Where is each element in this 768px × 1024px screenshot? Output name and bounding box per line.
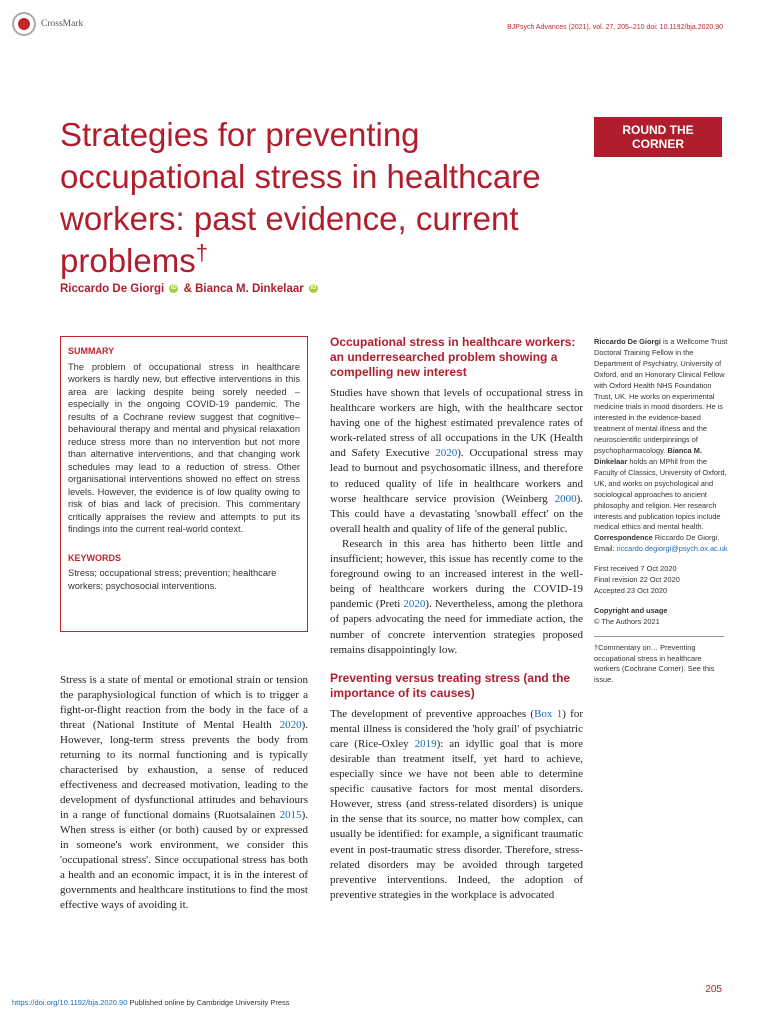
intro-paragraph — [60, 673, 308, 913]
author-line — [60, 283, 320, 295]
summary-text: The problem of occupational stress in healthcare workers is hardly new, but effective interventions in this area are lacking despite being sorely needed – especially in the ongoing COVID-19 pandemic. The results of a Cochrane review suggest that cognitive–behavioural therapy and mental and physical relaxation reduce stress more than no intervention but not more than alternative interventions, and that changing work schedules may lead to a reduction of stress. Other organisational interventions showed no effect on stress levels. However, the evidence is of low quality owing to risk of bias and lack of precision. This commentary critically appraises the review and attempts to put its findings into the current real-world context. — [68, 361, 300, 534]
orcid-icon[interactable]: iD — [170, 285, 177, 292]
author-separator: & — [183, 283, 196, 295]
body-text: ). However, long-term stress prevents the body from returning to its normal functioning and is typically characterised by exhaustion, a sense of reduced effectiveness and decreased motivation, leading to the development of dysfunctional attitudes and behaviours in a range of functional domains (Ruotsalainen — [60, 719, 308, 821]
intro-column — [60, 673, 308, 913]
summary-box — [60, 336, 308, 632]
received-date: First received 7 Oct 2020 — [594, 564, 677, 574]
correspondence — [594, 533, 729, 555]
body-text: ) for mental illness is considered the 'holy grail' of psychiatric care (Rice-Oxley — [330, 707, 583, 750]
citation-link[interactable]: 2019 — [414, 737, 437, 750]
copyright-text: © The Authors 2021 — [594, 616, 660, 626]
author-name-2[interactable]: Bianca M. Dinkelaar — [195, 283, 304, 295]
journal-reference: BJPsych Advances (2021), vol. 27, 205–210 doi: 10.1192/bja.2020.90 — [507, 24, 723, 31]
paragraph-3 — [330, 707, 583, 903]
body-text: ): an idyllic goal that is more desirable than treatment itself, yet hard to achieve, especially since we have not been able to determine specific causative factors for most mental disorders. However, stress (and stress-related disorders) is unique in the sense that its source, no matter how complex, can usually be identified: for example, a significant traumatic event in post-traumatic stress disorder. Therefore, stress-related disorders may be avoided through targeted preventive interventions. Indeed, the adoption of preventive strategies in the workplace is advocated — [330, 737, 583, 901]
published-text: Published online by Cambridge University Press — [127, 998, 290, 1007]
body-text: Studies have shown that levels of occupational stress in healthcare workers are high, with the healthcare sector having one of the highest estimated prevalence rates of work-related stress of all occupations in the UK (Health and Safety Executive — [330, 387, 583, 460]
author-bio — [594, 337, 729, 533]
section-badge-line2: CORNER — [631, 137, 684, 151]
crossmark-label: CrossMark — [41, 19, 84, 29]
citation-link[interactable]: 2020 — [279, 719, 302, 731]
section-badge-line1: ROUND THE — [622, 123, 694, 137]
body-text: ). This could have a devastating 'snowball effect' on the overall health and quality of life of the general public. — [330, 492, 583, 535]
author-name-1[interactable]: Riccardo De Giorgi — [60, 283, 165, 295]
bio-text-2: holds an MPhil from the Faculty of Classics, University of Oxford, UK, and works on psychological and sociological approaches to ancient philosophy and religion. Her research interests and publication topics include medical ethics and mental health. — [594, 456, 727, 532]
email-link[interactable]: riccardo.degiorgi@psych.ox.ac.uk — [616, 544, 728, 554]
section-heading-2: Preventing versus treating stress (and the importance of its causes) — [330, 670, 571, 700]
accepted-date: Accepted 23 Oct 2020 — [594, 585, 668, 595]
crossmark-badge[interactable] — [12, 12, 83, 36]
section-badge — [594, 117, 722, 157]
body-text: The development of preventive approaches ( — [330, 707, 535, 720]
orcid-icon[interactable]: iD — [310, 285, 317, 292]
paragraph-2 — [330, 537, 583, 658]
footnote-divider — [594, 636, 724, 637]
correspondence-label: Correspondence — [594, 533, 653, 543]
article-title-text: Strategies for preventing occupational stress in healthcare workers: past evidence, current problems — [60, 116, 541, 279]
bio-text-1: is a Wellcome Trust Doctoral Training Fellow in the Department of Psychiatry, University of Oxford, and an Honorary Clinical Fellow with Oxford Health NHS Foundation Trust, UK. He works on experimental medicine trials in mood disorders. He is interested in the evidence-based treatment of mental illness and the neuroscientific underpinnings of psychopharmacology. — [594, 337, 728, 456]
citation-link[interactable]: 2020 — [403, 598, 426, 611]
body-text: ). Occupational stress may lead to burnout and psychosomatic illness, and therefore to reduced quality of life in healthcare workers and worse healthcare service provision (Weinberg — [330, 447, 583, 505]
keywords-heading: KEYWORDS — [68, 552, 122, 563]
article-title — [60, 114, 560, 282]
copyright-label: Copyright and usage — [594, 605, 668, 615]
crossmark-icon — [12, 12, 36, 36]
citation-link[interactable]: 2020 — [435, 447, 458, 460]
keywords-text: Stress; occupational stress; prevention; healthcare workers; psychosocial interventions. — [68, 568, 277, 591]
paragraph-1 — [330, 386, 583, 537]
citation-link[interactable]: 2000 — [554, 492, 577, 505]
footer-publication — [12, 998, 290, 1007]
box-link[interactable]: Box 1 — [534, 707, 563, 720]
page-number: 205 — [705, 984, 722, 995]
body-text: Research in this area has hitherto been little and insufficient; however, this issue has recently come to the foreground owing to an increased interest in the well-being of healthcare workers during the COVID-19 pandemic (Preti — [330, 537, 583, 611]
doi-link[interactable]: https://doi.org/10.1192/bja.2020.90 — [12, 998, 128, 1007]
title-footnote: †Commentary on… Preventing occupational stress in healthcare workers (Cochrane Corner). See this issue. — [594, 642, 715, 685]
summary-heading: SUMMARY — [68, 346, 115, 356]
body-text: ). When stress is either (or both) caused by or expressed in someone's work environment, we consider this 'occupational stress'. Since occupational stress has both a health and an economic impact, it is in the interest of governments and healthcare institutions to find the most effective ways of avoiding it. — [60, 809, 308, 911]
citation-link[interactable]: 2015 — [279, 809, 302, 821]
bio-name-2: Bianca M. Dinkelaar — [594, 446, 702, 466]
revised-date: Final revision 22 Oct 2020 — [594, 575, 680, 585]
main-column — [330, 335, 583, 903]
correspondence-text: Riccardo De Giorgi. Email: — [594, 533, 720, 554]
body-text: Stress is a state of mental or emotional strain or tension the paraphysiological function of which is to trigger a fight-or-flight reaction from the body in the face of a threat (National Institute of Mental Health — [60, 674, 308, 731]
body-text: ). Nevertheless, among the plethora of papers advocating the need for immediate action, the number of concrete intervention strategies proposed remains disappointingly low. — [330, 598, 584, 656]
section-heading-1: Occupational stress in healthcare workers: an underresearched problem showing a compelling new interest — [330, 335, 576, 379]
bio-name-1: Riccardo De Giorgi — [594, 337, 661, 346]
title-footnote-mark: † — [195, 240, 208, 265]
author-sidebar — [594, 337, 729, 686]
